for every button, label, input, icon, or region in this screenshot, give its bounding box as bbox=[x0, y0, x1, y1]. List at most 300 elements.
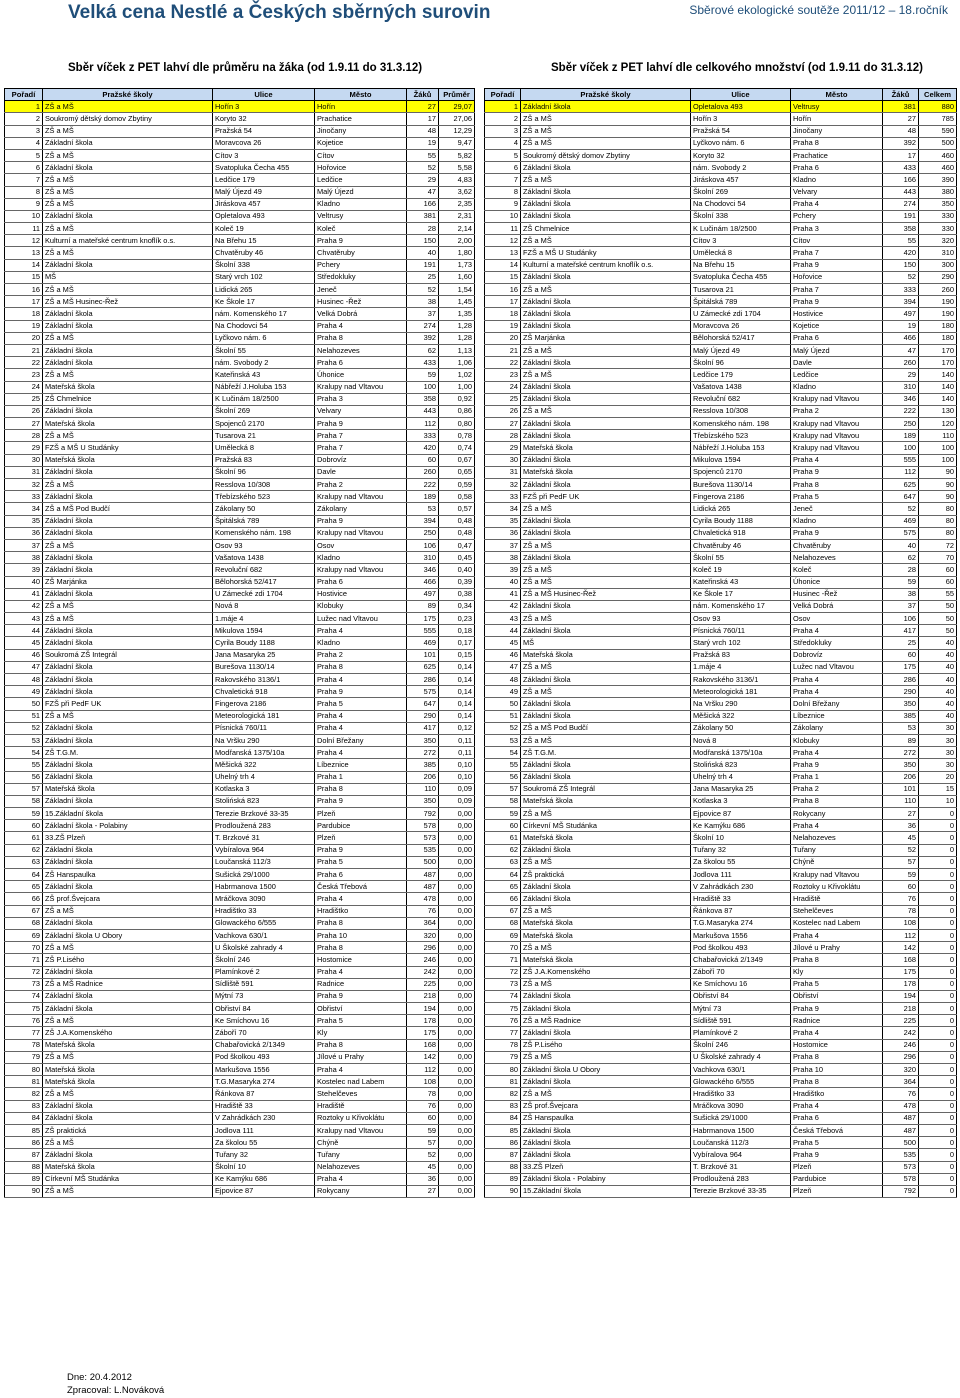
table-cell: ZŠ T.G.M. bbox=[43, 747, 213, 759]
table-cell: 242 bbox=[883, 1027, 919, 1039]
table-cell: 86 bbox=[5, 1137, 43, 1149]
table-cell: 242 bbox=[407, 966, 439, 978]
table-cell: 140 bbox=[919, 369, 957, 381]
table-row bbox=[485, 1137, 957, 1149]
table-cell: Roztoky u Křivoklátu bbox=[791, 881, 883, 893]
table-cell: 346 bbox=[883, 393, 919, 405]
table-row bbox=[485, 564, 957, 576]
table-cell: 67 bbox=[485, 905, 521, 917]
table-row bbox=[5, 905, 475, 917]
table-cell: Kly bbox=[791, 966, 883, 978]
table-cell: 83 bbox=[5, 1100, 43, 1112]
table-cell: 2 bbox=[485, 113, 521, 125]
table-cell: 20 bbox=[919, 771, 957, 783]
table-cell: Školní 269 bbox=[213, 405, 315, 417]
table-cell: 12,29 bbox=[439, 125, 475, 137]
table-row bbox=[5, 1051, 475, 1063]
table-cell: Ledčice bbox=[791, 369, 883, 381]
table-cell: Rakovského 3136/1 bbox=[691, 674, 791, 686]
table-cell: nám. Komenského 17 bbox=[691, 600, 791, 612]
table-cell: Základní škola bbox=[521, 515, 691, 527]
table-cell: 75 bbox=[5, 1003, 43, 1015]
table-cell: 53 bbox=[407, 503, 439, 515]
table-cell: 0,00 bbox=[439, 1161, 475, 1173]
table-cell: 87 bbox=[485, 1149, 521, 1161]
table-cell: 1,06 bbox=[439, 357, 475, 369]
table-cell: Mýtní 73 bbox=[213, 990, 315, 1002]
table-cell: Hradiště bbox=[315, 1100, 407, 1112]
table-cell: Hořín bbox=[791, 113, 883, 125]
table-cell: 23 bbox=[485, 369, 521, 381]
table-cell: 0,39 bbox=[439, 576, 475, 588]
table-cell: Praha 7 bbox=[791, 284, 883, 296]
table-row bbox=[485, 466, 957, 478]
table-cell: Dobrovíz bbox=[315, 454, 407, 466]
table-cell: 0,86 bbox=[439, 405, 475, 417]
table-cell: Pardubice bbox=[315, 820, 407, 832]
table-cell: Lidická 265 bbox=[691, 503, 791, 515]
table-cell: Praha 1 bbox=[791, 771, 883, 783]
table-cell: 330 bbox=[919, 223, 957, 235]
table-cell: Soukromý dětský domov Zbytiny bbox=[43, 113, 213, 125]
table-row bbox=[5, 332, 475, 344]
table-cell: 333 bbox=[407, 430, 439, 442]
table-cell: Kotlaska 3 bbox=[691, 795, 791, 807]
table-row bbox=[5, 101, 475, 113]
table-cell: 0 bbox=[919, 1088, 957, 1100]
table-row bbox=[5, 393, 475, 405]
table-cell: Chvatěruby bbox=[791, 539, 883, 551]
table-cell: Praha 6 bbox=[791, 162, 883, 174]
table-cell: Uhelný trh 4 bbox=[691, 771, 791, 783]
table-cell: ZŠ a MŠ bbox=[43, 369, 213, 381]
table-cell: Základní škola - Polabiny bbox=[521, 1173, 691, 1185]
table-cell: Nábřeží J.Holuba 153 bbox=[213, 381, 315, 393]
table-cell: Jana Masaryka 25 bbox=[691, 783, 791, 795]
table-row bbox=[485, 1173, 957, 1185]
table-cell: Základní škola bbox=[521, 454, 691, 466]
table-row bbox=[485, 1100, 957, 1112]
table-cell: Cyrila Boudy 1188 bbox=[213, 637, 315, 649]
table-cell: 469 bbox=[407, 637, 439, 649]
table-cell: Praha 4 bbox=[791, 454, 883, 466]
table-cell: 0,58 bbox=[439, 491, 475, 503]
table-cell: 80 bbox=[485, 1064, 521, 1076]
table-cell: 0,59 bbox=[439, 479, 475, 491]
table-cell: 274 bbox=[407, 320, 439, 332]
table-cell: Husinec -Řež bbox=[315, 296, 407, 308]
table-cell: 142 bbox=[407, 1051, 439, 1063]
table-cell: Hostivice bbox=[315, 588, 407, 600]
table-cell: 82 bbox=[5, 1088, 43, 1100]
table-cell: 7 bbox=[485, 174, 521, 186]
table-cell: 43 bbox=[485, 613, 521, 625]
table-cell: ZŠ T.G.M. bbox=[521, 747, 691, 759]
table-cell: 28 bbox=[407, 223, 439, 235]
table-cell: 433 bbox=[883, 162, 919, 174]
table-cell: ZŠ a MŠ bbox=[521, 613, 691, 625]
table-cell: Spojenců 2170 bbox=[213, 418, 315, 430]
table-cell: 0,00 bbox=[439, 869, 475, 881]
table-cell: Stolińská 823 bbox=[691, 759, 791, 771]
table-cell: Prodloužená 283 bbox=[691, 1173, 791, 1185]
table-cell: Základní škola bbox=[521, 759, 691, 771]
table-row bbox=[485, 832, 957, 844]
table-cell: ZŠ J.A.Komenského bbox=[521, 966, 691, 978]
table-cell: Třebízského 523 bbox=[213, 491, 315, 503]
table-cell: 30 bbox=[5, 454, 43, 466]
table-cell: 1,02 bbox=[439, 369, 475, 381]
table-cell: Základní škola bbox=[521, 393, 691, 405]
table-cell: Lužec nad Vltavou bbox=[315, 613, 407, 625]
table-cell: Malý Újezd bbox=[315, 186, 407, 198]
table-cell: Pražská 83 bbox=[691, 649, 791, 661]
table-cell: 290 bbox=[407, 710, 439, 722]
table-cell: Lyčkovo nám. 6 bbox=[213, 332, 315, 344]
table-cell: 40 bbox=[919, 674, 957, 686]
table-cell: 0,00 bbox=[439, 929, 475, 941]
table-row bbox=[485, 686, 957, 698]
table-cell: 14 bbox=[5, 259, 43, 271]
table-cell: 66 bbox=[5, 893, 43, 905]
table-cell: Tuřany bbox=[791, 844, 883, 856]
table-cell: 15 bbox=[919, 783, 957, 795]
table-cell: 190 bbox=[919, 308, 957, 320]
table-cell: ZŠ praktická bbox=[521, 869, 691, 881]
table-cell: 81 bbox=[485, 1076, 521, 1088]
table-cell: Osov 93 bbox=[691, 613, 791, 625]
table-cell: Základní škola bbox=[43, 1100, 213, 1112]
table-row bbox=[485, 1112, 957, 1124]
table-row bbox=[5, 917, 475, 929]
table-cell: 2,35 bbox=[439, 198, 475, 210]
table-row bbox=[5, 1027, 475, 1039]
table-cell: 381 bbox=[883, 101, 919, 113]
table-cell: Praha 9 bbox=[791, 466, 883, 478]
table-cell: 59 bbox=[5, 808, 43, 820]
table-cell: Kateřinská 43 bbox=[691, 576, 791, 588]
table-cell: 0,00 bbox=[439, 808, 475, 820]
table-cell: Meteorologická 181 bbox=[213, 710, 315, 722]
column-header: Pražské školy bbox=[43, 89, 213, 101]
table-cell: 0,57 bbox=[439, 503, 475, 515]
table-cell: Mýtní 73 bbox=[691, 1003, 791, 1015]
table-cell: Roztoky u Křivoklátu bbox=[315, 1112, 407, 1124]
table-cell: Praha 4 bbox=[315, 1173, 407, 1185]
table-cell: 50 bbox=[919, 600, 957, 612]
table-cell: 85 bbox=[485, 1124, 521, 1136]
table-cell: 487 bbox=[407, 881, 439, 893]
table-cell: Stehelčeves bbox=[791, 905, 883, 917]
table-cell: 0 bbox=[919, 1076, 957, 1088]
table-cell: Praha 8 bbox=[315, 1039, 407, 1051]
table-row bbox=[485, 454, 957, 466]
table-cell: 19 bbox=[5, 320, 43, 332]
table-cell: 443 bbox=[883, 186, 919, 198]
table-cell: 74 bbox=[485, 990, 521, 1002]
table-row bbox=[485, 369, 957, 381]
table-cell: 62 bbox=[883, 552, 919, 564]
table-cell: 274 bbox=[883, 198, 919, 210]
table-cell: Praha 6 bbox=[315, 357, 407, 369]
table-cell: 2,00 bbox=[439, 235, 475, 247]
table-cell: 0,00 bbox=[439, 1112, 475, 1124]
table-cell: FZŠ při PedF UK bbox=[521, 491, 691, 503]
table-row bbox=[5, 442, 475, 454]
table-cell: 272 bbox=[407, 747, 439, 759]
table-cell: Mateřská škola bbox=[43, 783, 213, 795]
table-cell: 23 bbox=[5, 369, 43, 381]
table-cell: ZŠ a MŠ Radnice bbox=[43, 978, 213, 990]
table-cell: Základní škola bbox=[43, 210, 213, 222]
table-row bbox=[5, 113, 475, 125]
table-cell: Starý vrch 102 bbox=[691, 637, 791, 649]
table-row bbox=[485, 137, 957, 149]
table-cell: 330 bbox=[919, 210, 957, 222]
table-row bbox=[5, 1149, 475, 1161]
table-cell: 35 bbox=[485, 515, 521, 527]
table-cell: 31 bbox=[485, 466, 521, 478]
table-cell: Zákolany 50 bbox=[691, 722, 791, 734]
table-cell: Hořovice bbox=[791, 271, 883, 283]
table-cell: 26 bbox=[5, 405, 43, 417]
table-cell: Základní škola bbox=[43, 527, 213, 539]
table-cell: 0,00 bbox=[439, 1003, 475, 1015]
table-cell: ZŠ a MŠ bbox=[521, 942, 691, 954]
table-cell: 72 bbox=[485, 966, 521, 978]
table-row bbox=[5, 271, 475, 283]
table-cell: 48 bbox=[883, 125, 919, 137]
table-cell: 79 bbox=[485, 1051, 521, 1063]
table-cell: Sušická 29/1000 bbox=[691, 1112, 791, 1124]
table-cell: 112 bbox=[883, 466, 919, 478]
table-cell: 218 bbox=[883, 1003, 919, 1015]
table-row bbox=[5, 491, 475, 503]
table-cell: Kotlaska 3 bbox=[213, 783, 315, 795]
table-cell: 792 bbox=[883, 1185, 919, 1197]
table-cell: 358 bbox=[407, 393, 439, 405]
table-cell: ZŠ a MŠ bbox=[521, 369, 691, 381]
table-cell: ZŠ a MŠ bbox=[43, 942, 213, 954]
table-row bbox=[485, 101, 957, 113]
table-cell: 59 bbox=[407, 369, 439, 381]
table-row bbox=[485, 722, 957, 734]
table-cell: Základní škola bbox=[43, 1003, 213, 1015]
table-cell: Kateřinská 43 bbox=[213, 369, 315, 381]
table-cell: 0,23 bbox=[439, 613, 475, 625]
table-cell: 60 bbox=[485, 820, 521, 832]
table-row bbox=[485, 320, 957, 332]
table-cell: ZŠ a MŠ bbox=[521, 113, 691, 125]
table-cell: Církevní MŠ Studánka bbox=[521, 820, 691, 832]
table-row bbox=[5, 1076, 475, 1088]
table-cell: 500 bbox=[883, 1137, 919, 1149]
table-row bbox=[485, 1039, 957, 1051]
table-cell: 1,00 bbox=[439, 381, 475, 393]
table-cell: ZŠ a MŠ bbox=[43, 539, 213, 551]
table-cell: 34 bbox=[485, 503, 521, 515]
table-cell: 140 bbox=[919, 381, 957, 393]
table-cell: Líbeznice bbox=[315, 759, 407, 771]
table-cell: 100 bbox=[407, 381, 439, 393]
table-cell: 194 bbox=[407, 1003, 439, 1015]
table-cell: Meteorologická 181 bbox=[691, 686, 791, 698]
table-cell: ZŠ a MŠ bbox=[43, 710, 213, 722]
table-cell: Praha 7 bbox=[315, 442, 407, 454]
table-cell: ZŠ a MŠ bbox=[43, 613, 213, 625]
table-cell: ZŠ a MŠ bbox=[43, 905, 213, 917]
table-cell: 0 bbox=[919, 832, 957, 844]
report-author: Zpracoval: L.Nováková bbox=[67, 1385, 165, 1396]
table-cell: Nelahozeves bbox=[315, 1161, 407, 1173]
table-cell: 296 bbox=[883, 1051, 919, 1063]
table-cell: Kralupy nad Vltavou bbox=[315, 1124, 407, 1136]
table-cell: 0 bbox=[919, 1137, 957, 1149]
table-cell: 380 bbox=[919, 186, 957, 198]
table-cell: 0 bbox=[919, 1039, 957, 1051]
table-cell: 36 bbox=[5, 527, 43, 539]
table-row bbox=[5, 174, 475, 186]
table-cell: Kralupy nad Vltavou bbox=[791, 393, 883, 405]
table-cell: Plamínkové 2 bbox=[691, 1027, 791, 1039]
table-cell: Základní škola bbox=[521, 844, 691, 856]
table-row bbox=[485, 1088, 957, 1100]
table-cell: 2,31 bbox=[439, 210, 475, 222]
table-cell: 350 bbox=[919, 198, 957, 210]
table-cell: 37 bbox=[485, 539, 521, 551]
table-cell: ZŠ prof.Švejcara bbox=[521, 1100, 691, 1112]
table-cell: Hořovice bbox=[315, 162, 407, 174]
table-row bbox=[5, 929, 475, 941]
table-cell: U Zámecké zdi 1704 bbox=[213, 588, 315, 600]
table-cell: Radnice bbox=[315, 978, 407, 990]
table-row bbox=[5, 1015, 475, 1027]
table-cell: 68 bbox=[5, 917, 43, 929]
table-cell: Školní 10 bbox=[213, 1161, 315, 1173]
table-cell: 34 bbox=[5, 503, 43, 515]
table-cell: ZŠ a MŠ Husinec-Řež bbox=[521, 588, 691, 600]
table-cell: Na Vršku 290 bbox=[213, 734, 315, 746]
table-cell: Sídliště 591 bbox=[213, 978, 315, 990]
table-cell: 9 bbox=[5, 198, 43, 210]
table-cell: Sušická 29/1000 bbox=[213, 869, 315, 881]
table-row bbox=[485, 978, 957, 990]
table-cell: 67 bbox=[5, 905, 43, 917]
table-cell: 88 bbox=[485, 1161, 521, 1173]
table-cell: 38 bbox=[883, 588, 919, 600]
table-row bbox=[5, 649, 475, 661]
table-cell: 392 bbox=[883, 137, 919, 149]
table-cell: 417 bbox=[407, 722, 439, 734]
table-cell: Praha 4 bbox=[315, 722, 407, 734]
report-date: Dne: 20.4.2012 bbox=[67, 1372, 132, 1383]
table-cell: 63 bbox=[485, 856, 521, 868]
table-cell: 3 bbox=[485, 125, 521, 137]
table-cell: Tuřany 32 bbox=[691, 844, 791, 856]
table-cell: 0,00 bbox=[439, 881, 475, 893]
table-cell: Školní 338 bbox=[213, 259, 315, 271]
table-cell: Praha 9 bbox=[791, 1149, 883, 1161]
table-cell: Praha 6 bbox=[315, 869, 407, 881]
table-row bbox=[485, 1003, 957, 1015]
table-cell: Osov 93 bbox=[213, 539, 315, 551]
table-cell: Nová 8 bbox=[691, 734, 791, 746]
table-cell: Praha 6 bbox=[315, 576, 407, 588]
table-cell: Základní škola bbox=[521, 893, 691, 905]
table-cell: Základní škola bbox=[521, 320, 691, 332]
table-cell: 0 bbox=[919, 954, 957, 966]
table-cell: Hradiště 33 bbox=[213, 1100, 315, 1112]
table-cell: 180 bbox=[919, 332, 957, 344]
table-cell: Praha 8 bbox=[791, 954, 883, 966]
table-cell: 578 bbox=[883, 1173, 919, 1185]
table-row bbox=[485, 917, 957, 929]
table-row bbox=[485, 308, 957, 320]
table-cell: ZŠ a MŠ bbox=[521, 564, 691, 576]
table-cell: 18 bbox=[485, 308, 521, 320]
table-cell: 0 bbox=[919, 1051, 957, 1063]
table-cell: Plzeň bbox=[315, 808, 407, 820]
table-cell: 43 bbox=[5, 613, 43, 625]
table-cell: 52 bbox=[407, 284, 439, 296]
table-cell: 0 bbox=[919, 893, 957, 905]
table-cell: 390 bbox=[919, 174, 957, 186]
table-cell: 55 bbox=[919, 588, 957, 600]
table-cell: 0 bbox=[919, 1185, 957, 1197]
table-cell: 78 bbox=[407, 1088, 439, 1100]
table-cell: U Zámecké zdi 1704 bbox=[691, 308, 791, 320]
table-cell: 286 bbox=[407, 674, 439, 686]
table-row bbox=[485, 186, 957, 198]
table-row bbox=[5, 783, 475, 795]
table-cell: 17 bbox=[407, 113, 439, 125]
table-row bbox=[485, 491, 957, 503]
table-cell: ZŠ a MŠ bbox=[521, 503, 691, 515]
table-cell: 40 bbox=[485, 576, 521, 588]
table-cell: 58 bbox=[485, 795, 521, 807]
table-cell: 310 bbox=[407, 552, 439, 564]
table-cell: 80 bbox=[5, 1064, 43, 1076]
table-cell: 350 bbox=[407, 795, 439, 807]
table-cell: 108 bbox=[883, 917, 919, 929]
table-cell: 1,13 bbox=[439, 344, 475, 356]
table-cell: Obřiství bbox=[315, 1003, 407, 1015]
table-row bbox=[485, 674, 957, 686]
table-cell: 625 bbox=[883, 479, 919, 491]
table-row bbox=[485, 271, 957, 283]
table-row bbox=[5, 223, 475, 235]
table-cell: 0 bbox=[919, 844, 957, 856]
column-header: Ulice bbox=[691, 89, 791, 101]
table-row bbox=[5, 576, 475, 588]
table-cell: ZŠ a MŠ bbox=[43, 125, 213, 137]
table-cell: 53 bbox=[485, 734, 521, 746]
table-cell: Praha 2 bbox=[315, 479, 407, 491]
table-row bbox=[5, 235, 475, 247]
table-row bbox=[5, 990, 475, 1002]
table-cell: Základní škola bbox=[43, 357, 213, 369]
table-cell: 42 bbox=[485, 600, 521, 612]
table-cell: 8 bbox=[5, 186, 43, 198]
table-cell: Mikulova 1594 bbox=[691, 454, 791, 466]
table-row bbox=[485, 259, 957, 271]
table-cell: Soukromá ZŠ Integrál bbox=[43, 649, 213, 661]
table-cell: ZŠ J.A.Komenského bbox=[43, 1027, 213, 1039]
table-cell: T.G.Masaryka 274 bbox=[691, 917, 791, 929]
table-cell: Kladno bbox=[791, 381, 883, 393]
table-cell: 500 bbox=[919, 137, 957, 149]
table-cell: 573 bbox=[883, 1161, 919, 1173]
